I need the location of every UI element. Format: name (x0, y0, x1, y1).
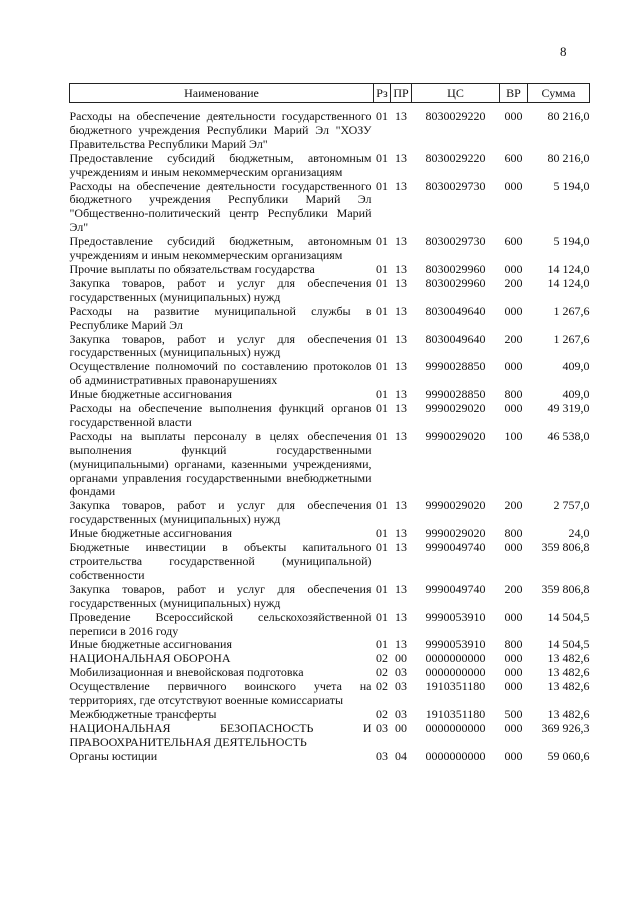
row-pr: 00 (395, 720, 407, 735)
row-name: Закупка товаров, работ и услуг для обеспечения государственных (муниципальных) нужд (69, 581, 372, 610)
row-pr: 03 (395, 706, 407, 721)
header-sum: Сумма (528, 84, 590, 103)
table-row (70, 277, 590, 305)
row-vr: 100 (504, 428, 523, 443)
table-row (70, 750, 590, 764)
table-row (70, 666, 590, 680)
table-row (70, 638, 590, 652)
row-rz: 01 (376, 498, 388, 513)
row-rz: 01 (376, 401, 388, 416)
header-pr: ПР (391, 84, 412, 103)
row-cs: 8030029960 (425, 275, 486, 290)
row-sum: 359 806,8 (541, 581, 590, 596)
row-sum: 46 538,0 (547, 428, 590, 443)
row-vr: 000 (504, 651, 523, 666)
row-rz: 01 (376, 637, 388, 652)
header-vr: ВР (500, 84, 528, 103)
row-sum: 1 267,6 (553, 331, 590, 346)
row-cs: 9990049740 (425, 540, 486, 555)
row-pr: 13 (395, 401, 407, 416)
row-vr: 600 (504, 150, 523, 165)
row-cs: 9990029020 (425, 526, 486, 541)
row-sum: 359 806,8 (541, 540, 590, 555)
table-row (70, 235, 590, 263)
row-name: Бюджетные инвестиции в объекты капитального строительства государственной (муниципальной) собственности (69, 540, 372, 582)
row-pr: 13 (395, 609, 407, 624)
row-sum: 5 194,0 (553, 234, 590, 249)
row-name: Предоставление субсидий бюджетным, автономным учреждениям и иным некоммерческим организациям (69, 234, 372, 263)
row-rz: 03 (376, 720, 388, 735)
row-rz: 02 (376, 706, 388, 721)
row-rz: 01 (376, 331, 388, 346)
row-name: Закупка товаров, работ и услуг для обеспечения государственных (муниципальных) нужд (69, 275, 372, 304)
row-cs: 9990028850 (425, 387, 486, 402)
row-rz: 01 (376, 261, 388, 276)
row-pr: 04 (395, 748, 407, 763)
row-sum: 59 060,6 (547, 748, 590, 763)
row-cs: 1910351180 (425, 706, 486, 721)
row-rz: 01 (376, 526, 388, 541)
row-rz: 03 (376, 748, 388, 763)
table-row (70, 680, 590, 708)
header-rz: Рз (374, 84, 391, 103)
row-sum: 13 482,6 (547, 679, 590, 694)
table-row (70, 541, 590, 583)
row-vr: 000 (504, 401, 523, 416)
table-row (70, 652, 590, 666)
row-sum: 13 482,6 (547, 665, 590, 680)
row-name: Закупка товаров, работ и услуг для обеспечения государственных (муниципальных) нужд (69, 331, 372, 360)
row-rz: 01 (376, 609, 388, 624)
row-vr: 200 (504, 275, 523, 290)
table-row (70, 708, 590, 722)
row-name: Проведение Всероссийской сельскохозяйственной переписи в 2016 году (69, 609, 372, 638)
table-row (70, 402, 590, 430)
row-vr: 000 (504, 303, 523, 318)
row-pr: 13 (395, 359, 407, 374)
row-cs: 9990029020 (425, 401, 486, 416)
row-vr: 800 (504, 526, 523, 541)
table-header-row (70, 84, 590, 103)
row-sum: 13 482,6 (547, 706, 590, 721)
row-rz: 02 (376, 665, 388, 680)
row-sum: 1 267,6 (553, 303, 590, 318)
row-name: Иные бюджетные ассигнования (69, 526, 232, 541)
row-pr: 03 (395, 665, 407, 680)
row-pr: 13 (395, 637, 407, 652)
page-number: 8 (560, 44, 567, 59)
row-pr: 13 (395, 234, 407, 249)
table-row (70, 583, 590, 611)
row-name: Расходы на обеспечение деятельности государственного бюджетного учреждения Республики Марий Эл "ХОЗУ Правительства Республики Марий Эл" (69, 109, 372, 151)
row-vr: 800 (504, 387, 523, 402)
row-pr: 13 (395, 540, 407, 555)
row-name: Расходы на выплаты персоналу в целях обеспечения выполнения функций государственными (муниципальными) органами, казенными учреждениями, органами управления государственными внебюджетными фондами (69, 428, 372, 499)
table-row (70, 499, 590, 527)
row-vr: 200 (504, 498, 523, 513)
row-sum: 409,0 (562, 359, 590, 374)
row-cs: 8030029960 (425, 261, 486, 276)
row-cs: 9990029020 (425, 428, 486, 443)
row-cs: 0000000000 (425, 748, 486, 763)
row-name: НАЦИОНАЛЬНАЯ ОБОРОНА (69, 651, 231, 666)
row-pr: 13 (395, 331, 407, 346)
row-vr: 000 (504, 540, 523, 555)
table-row (70, 611, 590, 639)
row-cs: 9990053910 (425, 609, 486, 624)
table-row (70, 152, 590, 180)
row-name: Межбюджетные трансферты (69, 706, 217, 721)
row-rz: 01 (376, 359, 388, 374)
row-name: Расходы на обеспечение деятельности государственного бюджетного учреждения Республики Марий Эл "Общественно-политический центр Республики Марий Эл" (69, 178, 372, 235)
row-cs: 8030029730 (425, 178, 486, 193)
row-rz: 01 (376, 178, 388, 193)
table-row (70, 722, 590, 750)
row-sum: 5 194,0 (553, 178, 590, 193)
row-name: Осуществление первичного воинского учета на территориях, где отсутствуют военные комиссариаты (69, 679, 372, 708)
row-cs: 8030029730 (425, 234, 486, 249)
row-name: Мобилизационная и вневойсковая подготовка (69, 665, 304, 680)
row-vr: 200 (504, 581, 523, 596)
budget-table (69, 83, 590, 764)
row-rz: 01 (376, 387, 388, 402)
table-row (70, 360, 590, 388)
table-row (70, 430, 590, 500)
row-sum: 14 124,0 (547, 261, 590, 276)
row-vr: 000 (504, 109, 523, 123)
row-name: Иные бюджетные ассигнования (69, 387, 232, 402)
row-pr: 13 (395, 581, 407, 596)
row-sum: 24,0 (568, 526, 590, 541)
row-rz: 01 (376, 150, 388, 165)
table-row (70, 388, 590, 402)
row-sum: 13 482,6 (547, 651, 590, 666)
row-cs: 9990028850 (425, 359, 486, 374)
row-sum: 2 757,0 (553, 498, 590, 513)
row-vr: 000 (504, 178, 523, 193)
row-pr: 13 (395, 387, 407, 402)
row-pr: 13 (395, 526, 407, 541)
row-pr: 13 (395, 261, 407, 276)
row-vr: 000 (504, 720, 523, 735)
row-vr: 000 (504, 748, 523, 763)
row-vr: 600 (504, 234, 523, 249)
table-row (70, 305, 590, 333)
row-cs: 0000000000 (425, 720, 486, 735)
table-row (70, 527, 590, 541)
row-vr: 000 (504, 679, 523, 694)
row-name: Органы юстиции (69, 748, 158, 763)
row-name: Предоставление субсидий бюджетным, автономным учреждениям и иным некоммерческим организациям (69, 150, 372, 179)
row-pr: 13 (395, 150, 407, 165)
row-pr: 13 (395, 498, 407, 513)
row-rz: 02 (376, 679, 388, 694)
row-cs: 8030049640 (425, 303, 486, 318)
row-sum: 14 504,5 (547, 609, 590, 624)
row-rz: 01 (376, 109, 388, 123)
row-sum: 409,0 (562, 387, 590, 402)
row-cs: 0000000000 (425, 651, 486, 666)
row-pr: 13 (395, 275, 407, 290)
row-vr: 000 (504, 261, 523, 276)
row-rz: 01 (376, 234, 388, 249)
row-name: НАЦИОНАЛЬНАЯ БЕЗОПАСНОСТЬ И ПРАВООХРАНИТЕЛЬНАЯ ДЕЯТЕЛЬНОСТЬ (69, 720, 372, 749)
header-name: Наименование (70, 84, 374, 103)
row-rz: 01 (376, 581, 388, 596)
row-cs: 8030049640 (425, 331, 486, 346)
row-sum: 49 319,0 (547, 401, 590, 416)
header-cs: ЦС (412, 84, 500, 103)
row-name: Расходы на развитие муниципальной службы в Республике Марий Эл (69, 303, 372, 332)
table-row (70, 103, 590, 152)
table-row (70, 333, 590, 361)
row-sum: 369 926,3 (541, 720, 590, 735)
row-rz: 01 (376, 303, 388, 318)
row-cs: 1910351180 (425, 679, 486, 694)
row-vr: 200 (504, 331, 523, 346)
row-pr: 00 (395, 651, 407, 666)
table-row (70, 180, 590, 236)
row-sum: 14 124,0 (547, 275, 590, 290)
row-rz: 02 (376, 651, 388, 666)
row-cs: 0000000000 (425, 665, 486, 680)
row-pr: 13 (395, 303, 407, 318)
row-pr: 13 (395, 109, 407, 123)
row-sum: 14 504,5 (547, 637, 590, 652)
row-vr: 000 (504, 359, 523, 374)
row-pr: 03 (395, 679, 407, 694)
row-cs: 9990049740 (425, 581, 486, 596)
row-sum: 80 216,0 (547, 150, 590, 165)
row-pr: 13 (395, 428, 407, 443)
row-vr: 000 (504, 665, 523, 680)
row-cs: 9990029020 (425, 498, 486, 513)
row-name: Иные бюджетные ассигнования (69, 637, 232, 652)
row-name: Осуществление полномочий по составлению протоколов об административных правонарушениях (69, 359, 372, 388)
row-vr: 800 (504, 637, 523, 652)
row-pr: 13 (395, 178, 407, 193)
row-rz: 01 (376, 275, 388, 290)
row-name: Закупка товаров, работ и услуг для обеспечения государственных (муниципальных) нужд (69, 498, 372, 527)
row-sum: 80 216,0 (547, 109, 590, 123)
row-rz: 01 (376, 428, 388, 443)
row-rz: 01 (376, 540, 388, 555)
row-cs: 9990053910 (425, 637, 486, 652)
row-cs: 8030029220 (425, 109, 486, 123)
row-vr: 000 (504, 609, 523, 624)
row-cs: 8030029220 (425, 150, 486, 165)
row-vr: 500 (504, 706, 523, 721)
table-row (70, 263, 590, 277)
row-name: Прочие выплаты по обязательствам государства (69, 261, 315, 276)
row-name: Расходы на обеспечение выполнения функций органов государственной власти (69, 401, 372, 429)
